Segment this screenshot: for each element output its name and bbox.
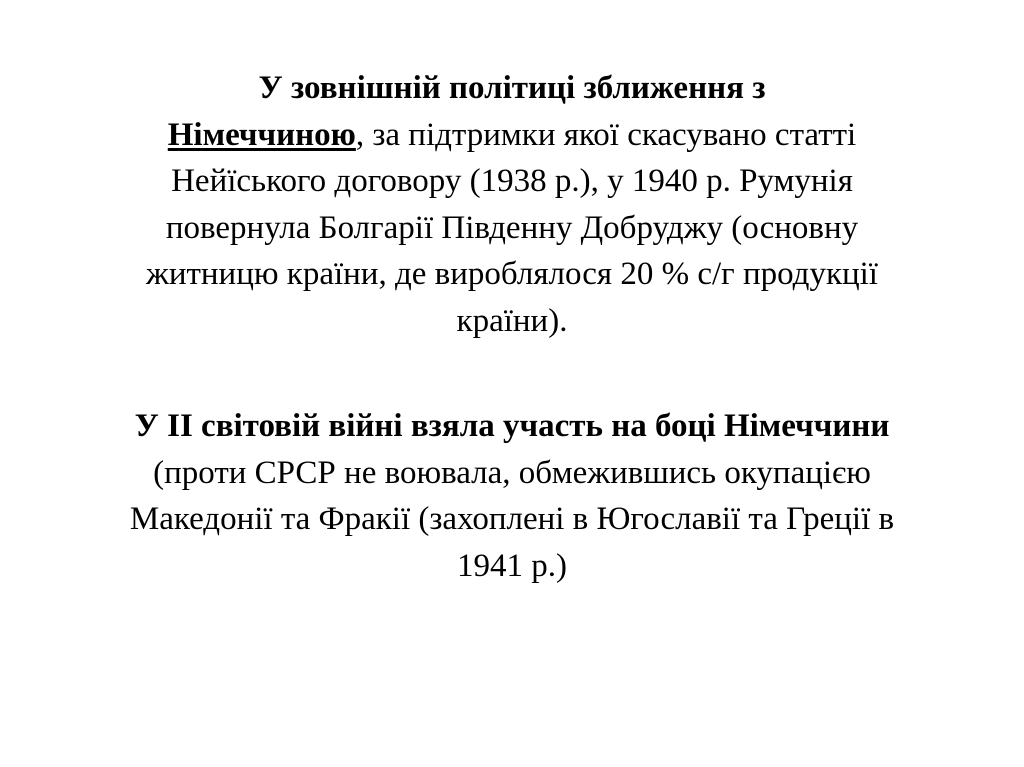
paragraph-germany-rapprochement — [112, 65, 912, 344]
paragraph-ww2-participation — [112, 403, 912, 589]
paragraph-2-bold-lead: У ІІ світовій війні взяла участь на боці Німеччини — [134, 408, 890, 444]
paragraph-1-bold-lead: У зовнішній політиці зближення з — [258, 70, 766, 106]
paragraph-1-body: , за підтримки якої скасувано статті Нейїського договору (1938 р.), у 1940 р. Румунія повернула Болгарії Південну Добруджу (основну житницю країни, де вироблялося 20 % с/г продукції країни). — [146, 116, 878, 339]
paragraph-2-body: (проти СРСР не воювала, обмежившись окупацією Македонії та Фракії (захоплені в Югославії та Греції в 1941 р.) — [129, 454, 895, 584]
paragraph-1-bold-underlined: Німеччиною — [167, 116, 356, 153]
